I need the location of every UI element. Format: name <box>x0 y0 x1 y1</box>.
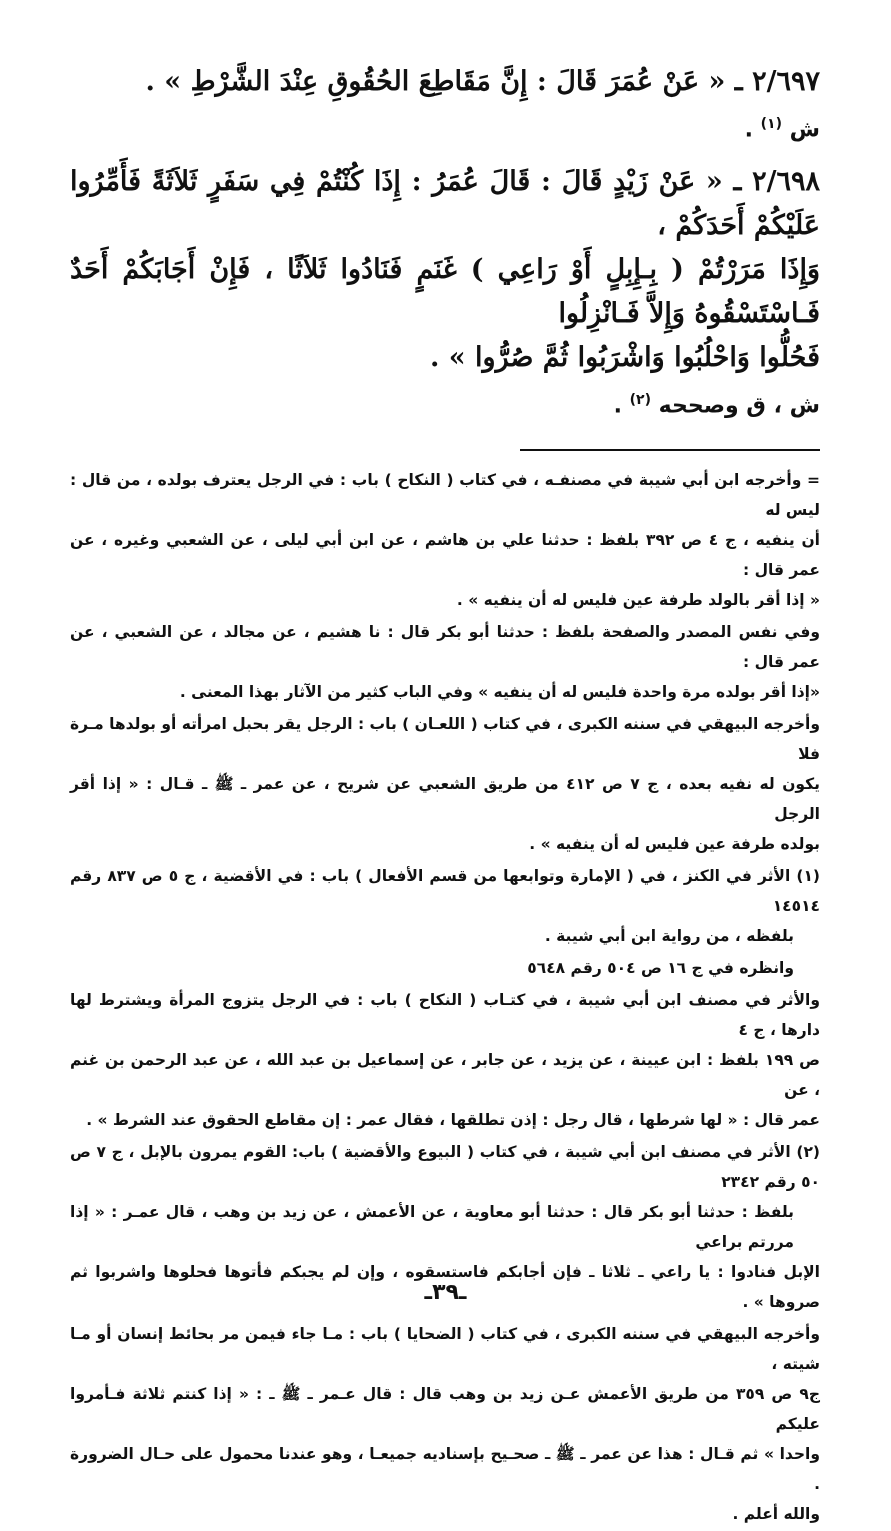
hadith-698-line: وَإِذَا مَرَرْتُمْ ( بِـإِبِلٍ أَوْ رَاعِي ) غَنَمٍ فَنَادُوا ثَلاَثًا ، فَإِنْ أَجَابَكُمْ أَحَدٌ فَـاسْتَسْقُوهُ وَإِلاَّ فَـانْزِلُوا <box>70 254 820 330</box>
footnote-ref: (٢) <box>629 392 651 409</box>
hadith-698 <box>70 160 820 426</box>
footnote-line: والله أعلم . <box>732 1504 820 1523</box>
footnote-line: (٢) الأثر في مصنف ابن أبي شيبة ، في كتاب ( البيوع والأقضية ) باب: القوم يمرون بالإبل ، ج ٧ ص ٥٠ رقم ٢٣٤٢ <box>70 1142 820 1191</box>
footnote-line: = وأخرجه ابن أبي شيبة في مصنفـه ، في كتاب ( النكاح ) باب : في الرجل يعترف بولده ، من قال : ليس له <box>70 470 820 519</box>
footnote-line: «إذا أقر بولده مرة واحدة فليس له أن ينفيه » وفي الباب كثير من الآثار بهذا المعنى . <box>179 682 820 701</box>
footnote-line: بلفظ : حدثنا أبو بكر قال : حدثنا أبو معاوية ، عن الأعمش ، عن زيد بن وهب ، قال عمـر : « إذا مررتم براعي <box>70 1202 794 1251</box>
hadith-697 <box>70 60 820 150</box>
footnote-line: الإبل فنادوا : يا راعي ـ ثلاثا ـ فإن أجابكم فاستسقوه ، وإن لم يجبكم فأتوها فحلوها واشربوا ثم صروها » . <box>70 1262 820 1311</box>
footnote-line: وانظره في ج ١٦ ص ٥٠٤ رقم ٥٦٤٨ <box>527 958 794 977</box>
footnote-line: بلفظه ، من رواية ابن أبي شيبة . <box>544 926 794 945</box>
page-body <box>70 60 820 1531</box>
hadith-698-line: ٢/٦٩٨ ـ « عَنْ زَيْدٍ قَالَ : قَالَ عُمَرُ : إِذَا كُنْتُمْ فِي سَفَرٍ ثَلاَثَةً فَأَمِّرُوا عَلَيْكُمْ أَحَدَكُمْ ، <box>70 166 820 242</box>
source-label: ش ، ق وصححه <box>658 393 820 419</box>
hadith-698-source <box>70 380 820 426</box>
footnote-line: أن ينفيه ، ج ٤ ص ٣٩٢ بلفظ : حدثنا علي بن هاشم ، عن ابن أبي ليلى ، عن الشعبي وغيره ، عن عمر قال : <box>70 530 820 579</box>
footnote-line: وفي نفس المصدر والصفحة بلفظ : حدثنا أبو بكر قال : نا هشيم ، عن مجالد ، عن الشعبي ، عن عمر قال : <box>70 622 820 671</box>
footnote-continuation <box>70 465 820 615</box>
footnote-line: واحدا » ثم قـال : هذا عن عمر ـ ﷺ ـ صحـيح بإسناديه جميعـا ، وهو عندنا محمول على حـال الضرورة . <box>70 1444 820 1493</box>
footnote-line: ج٩ ص ٣٥٩ من طريق الأعمش عـن زيد بن وهب قال : قال عـمر ـ ﷺ ـ : « إذا كنتم ثلاثة فـأمروا عليكم <box>70 1384 820 1433</box>
hadith-698-line: فَحُلُّوا وَاحْلُبُوا وَاشْرَبُوا ثُمَّ صُرُّوا » . <box>429 342 820 374</box>
footnote-line: (١) الأثر في الكنز ، في ( الإمارة وتوابعها من قسم الأفعال ) باب : في الأقضية ، ج ٥ ص ٨٣٧ رقم ١٤٥١٤ <box>70 866 820 915</box>
footnote-line: يكون له نفيه بعده ، ج ٧ ص ٤١٢ من طريق الشعبي عن شريح ، عن عمر ـ ﷺ ـ قـال : « إذا أقر الرجل <box>70 774 820 823</box>
footnote-1-see-also <box>70 953 820 983</box>
page-number: ـ٣٩ـ <box>424 1280 467 1305</box>
footnote-ref: (١) <box>760 116 782 132</box>
footnote-line: ص ١٩٩ بلفظ : ابن عيينة ، عن يزيد ، عن جابر ، عن إسماعيل بن عبد الله ، عن عبد الرحمن بن غنم ، عن <box>70 1050 820 1099</box>
period: . <box>744 117 753 143</box>
hadith-697-text: ٢/٦٩٧ ـ « عَنْ عُمَرَ قَالَ : إِنَّ مَقَاطِعَ الحُقُوقِ عِنْدَ الشَّرْطِ » . <box>145 66 820 97</box>
footnote-1 <box>70 861 820 951</box>
period: . <box>613 393 622 419</box>
footnote-line: عمر قال : « لها شرطها ، قال رجل : إذن تطلقها ، فقال عمر : إن مقاطع الحقوق عند الشرط » . <box>86 1110 820 1129</box>
footnote-paragraph <box>70 617 820 707</box>
footnote-paragraph <box>70 709 820 859</box>
footnote-2-bayhaqi <box>70 1319 820 1529</box>
footnote-line: وأخرجه البيهقي في سننه الكبرى ، في كتاب ( اللعـان ) باب : الرجل يقر بحبل امرأته أو بولدها مـرة فلا <box>70 714 820 763</box>
footnote-line: بولده طرفة عين فليس له أن ينفيه » . <box>529 834 820 853</box>
footnote-line: وأخرجه البيهقي في سننه الكبرى ، في كتاب ( الضحايا ) باب : مـا جاء فيمن مر بحائط إنسان أو مـا شيته ، <box>70 1324 820 1373</box>
footnote-1-musannaf <box>70 985 820 1135</box>
footnote-line: « إذا أقر بالولد طرفة عين فليس له أن ينفيه » . <box>456 590 820 609</box>
footnote-line: والأثر في مصنف ابن أبي شيبة ، في كتـاب ( النكاح ) باب : في الرجل يتزوج المرأة ويشترط لها دارها ، ج ٤ <box>70 990 820 1039</box>
source-label: ش <box>789 117 820 143</box>
hadith-697-source <box>70 104 820 150</box>
footnote-divider <box>520 449 820 451</box>
